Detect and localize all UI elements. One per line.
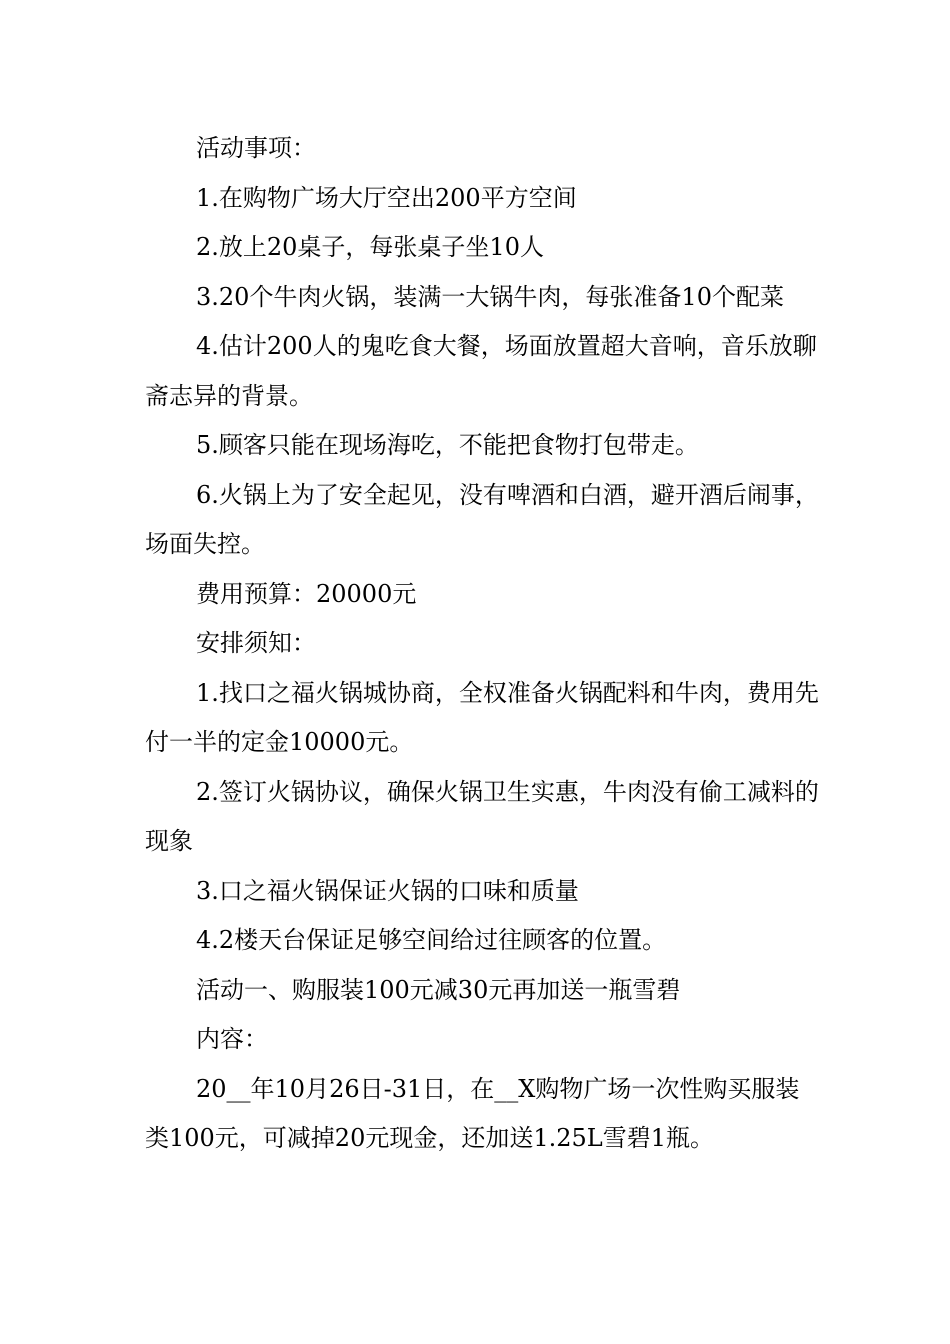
section-heading-arrangement: 安排须知： [196,629,316,657]
activity-item-2: 2.放上20桌子，每张桌子坐10人 [196,233,544,261]
activity-item-4: 4.估计200人的鬼吃食大餐，场面放置超大音响，音乐放聊斋志异的背景。 [145,332,817,410]
activity-item-5: 5.顾客只能在现场海吃，不能把食物打包带走。 [196,431,699,459]
section-heading-activity-items: 活动事项： [196,134,316,162]
section-heading-content: 内容： [196,1025,268,1053]
budget-line: 费用预算：20000元 [196,579,417,608]
activity-item-1: 1.在购物广场大厅空出200平方空间 [196,183,577,212]
activity-item-6: 6.火锅上为了安全起见，没有啤酒和白酒，避开酒后闹事，场面失控。 [145,480,819,558]
content-paragraph: 20__年10月26日-31日，在__X购物广场一次性购买服装类100元，可减掉20元现金，还加送1.25L雪碧1瓶。 [145,1074,800,1152]
section-heading-activity-one: 活动一、购服装100元减30元再加送一瓶雪碧 [196,975,681,1004]
arrangement-item-4: 4.2楼天台保证足够空间给过往顾客的位置。 [196,926,667,954]
document-page [145,124,821,1164]
activity-item-3: 3.20个牛肉火锅，装满一大锅牛肉，每张准备10个配菜 [196,282,784,311]
arrangement-item-2: 2.签订火锅协议，确保火锅卫生实惠，牛肉没有偷工减料的现象 [145,777,819,855]
arrangement-item-3: 3.口之福火锅保证火锅的口味和质量 [196,876,579,905]
arrangement-item-1: 1.找口之福火锅城协商，全权准备火锅配料和牛肉，费用先付一半的定金10000元。 [145,678,819,756]
